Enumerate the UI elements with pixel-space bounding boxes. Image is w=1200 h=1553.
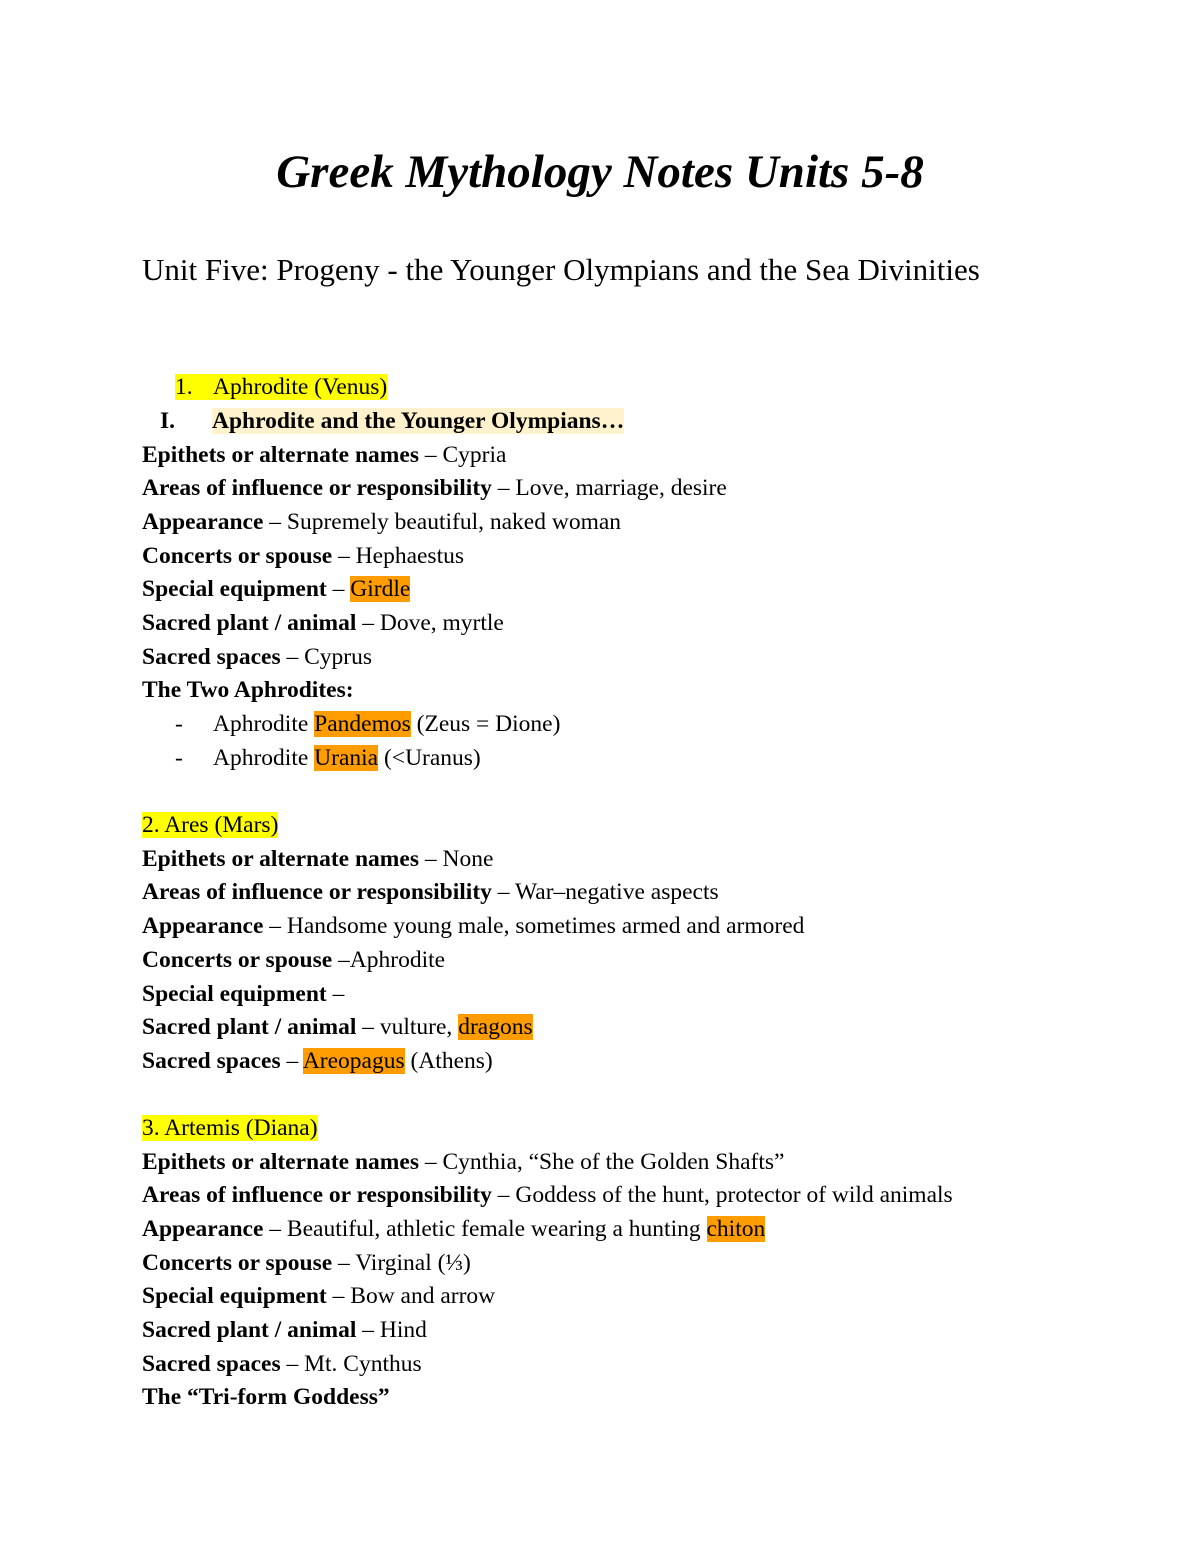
separator: –	[338, 947, 350, 973]
field-value: Cyprus	[304, 644, 373, 670]
aphrodite-areas	[142, 471, 727, 505]
aphrodite-subheading-text: Aphrodite and the Younger Olympians…	[212, 408, 625, 434]
ares-appearance	[142, 909, 804, 943]
ares-equipment	[142, 977, 344, 1011]
separator: –	[497, 475, 510, 501]
separator: –	[332, 576, 345, 602]
aphrodite-plant	[142, 606, 504, 640]
bullet-text-tail: (<Uranus)	[383, 745, 481, 771]
field-value: Cynthia, “She of the Golden Shafts”	[442, 1149, 785, 1175]
bullet-item	[175, 741, 481, 775]
document-title: Greek Mythology Notes Units 5-8	[276, 146, 924, 198]
field-label: Sacred plant / animal	[142, 1317, 357, 1343]
field-label: The “Tri-form Goddess”	[142, 1384, 390, 1410]
ares-heading	[142, 808, 278, 842]
field-label: Concerts or spouse	[142, 947, 333, 973]
artemis-consorts	[142, 1246, 471, 1280]
aphrodite-epithets	[142, 438, 506, 472]
ares-epithets	[142, 842, 493, 876]
field-label: Concerts or spouse	[142, 543, 333, 569]
separator: –	[286, 1351, 299, 1377]
field-label: Special equipment	[142, 1283, 327, 1309]
triform-goddess-label	[142, 1380, 390, 1414]
ares-heading-text: 2. Ares (Mars)	[142, 812, 279, 838]
aphrodite-subheading	[160, 404, 624, 438]
separator: –	[424, 846, 437, 872]
field-value: Virginal (⅓)	[355, 1250, 471, 1276]
artemis-areas	[142, 1178, 953, 1212]
bullet-highlight: Pandemos	[314, 711, 411, 737]
field-label: Areas of influence or responsibility	[142, 1182, 492, 1208]
artemis-appearance	[142, 1212, 765, 1246]
aphrodite-spaces	[142, 640, 372, 674]
field-value: Goddess of the hunt, protector of wild animals	[515, 1182, 953, 1208]
separator: –	[286, 644, 299, 670]
list-number: 1.	[175, 374, 193, 400]
field-value: None	[442, 846, 494, 872]
artemis-heading	[142, 1111, 318, 1145]
separator: –	[424, 1149, 437, 1175]
bullet-text-tail: (Zeus = Dione)	[416, 711, 561, 737]
field-value: War–negative aspects	[514, 879, 719, 905]
ares-plant	[142, 1010, 533, 1044]
field-label: Sacred plant / animal	[142, 1014, 357, 1040]
bullet-highlight: Urania	[314, 745, 379, 771]
field-value: Hephaestus	[355, 543, 465, 569]
roman-numeral: I.	[160, 408, 176, 434]
separator: –	[269, 509, 282, 535]
field-value: vulture,	[379, 1014, 453, 1040]
aphrodite-heading	[175, 370, 387, 404]
field-label: Sacred spaces	[142, 1048, 281, 1074]
artemis-equipment	[142, 1279, 495, 1313]
two-aphrodites-label	[142, 673, 354, 707]
artemis-heading-text: 3. Artemis (Diana)	[142, 1115, 318, 1141]
separator: –	[332, 981, 345, 1007]
separator: –	[497, 879, 510, 905]
separator: –	[286, 1048, 299, 1074]
separator: –	[269, 913, 282, 939]
separator: –	[338, 1250, 350, 1276]
field-label: Epithets or alternate names	[142, 846, 419, 872]
field-value: Supremely beautiful, naked woman	[286, 509, 622, 535]
field-value: Handsome young male, sometimes armed and armored	[286, 913, 805, 939]
field-value: Bow and arrow	[350, 1283, 496, 1309]
field-label: Concerts or spouse	[142, 1250, 333, 1276]
field-value: Mt. Cynthus	[304, 1351, 422, 1377]
bullet-text: Aphrodite	[213, 711, 309, 737]
field-label: Areas of influence or responsibility	[142, 475, 492, 501]
field-value-highlight: dragons	[458, 1014, 533, 1040]
separator: –	[362, 1014, 374, 1040]
field-value-highlight: chiton	[706, 1216, 766, 1242]
field-label: Appearance	[142, 1216, 264, 1242]
field-value: Dove, myrtle	[379, 610, 504, 636]
artemis-spaces	[142, 1347, 422, 1381]
field-label: Sacred plant / animal	[142, 610, 357, 636]
aphrodite-consorts	[142, 539, 464, 573]
field-label: Epithets or alternate names	[142, 1149, 419, 1175]
artemis-epithets	[142, 1145, 784, 1179]
field-label: Sacred spaces	[142, 1351, 281, 1377]
bullet-item	[175, 707, 560, 741]
field-label: Areas of influence or responsibility	[142, 879, 492, 905]
separator: –	[497, 1182, 510, 1208]
field-label: The Two Aphrodites:	[142, 677, 354, 703]
aphrodite-heading-text: Aphrodite (Venus)	[213, 374, 388, 400]
unit-heading: Unit Five: Progeny - the Younger Olympians and the Sea Divinities	[142, 252, 980, 287]
field-value: Beautiful, athletic female wearing a hunting	[286, 1216, 701, 1242]
aphrodite-heading-highlight	[175, 374, 387, 400]
ares-consorts	[142, 943, 445, 977]
separator: –	[424, 442, 437, 468]
separator: –	[269, 1216, 282, 1242]
field-label: Epithets or alternate names	[142, 442, 419, 468]
field-label: Appearance	[142, 509, 264, 535]
field-value-highlight: Areopagus	[302, 1048, 405, 1074]
separator: –	[332, 1283, 345, 1309]
field-value: Cypria	[442, 442, 507, 468]
bullet-dash: -	[175, 745, 183, 771]
bullet-text: Aphrodite	[213, 745, 309, 771]
artemis-plant	[142, 1313, 427, 1347]
field-value: Love, marriage, desire	[515, 475, 727, 501]
field-value-highlight: Girdle	[350, 576, 411, 602]
field-label: Sacred spaces	[142, 644, 281, 670]
field-value: (Athens)	[410, 1048, 493, 1074]
field-value: Hind	[379, 1317, 427, 1343]
ares-areas	[142, 875, 719, 909]
aphrodite-appearance	[142, 505, 621, 539]
field-label: Special equipment	[142, 576, 327, 602]
field-label: Special equipment	[142, 981, 327, 1007]
separator: –	[338, 543, 350, 569]
separator: –	[362, 1317, 374, 1343]
field-label: Appearance	[142, 913, 264, 939]
field-value: Aphrodite	[349, 947, 446, 973]
separator: –	[362, 610, 374, 636]
aphrodite-equipment	[142, 572, 410, 606]
ares-spaces	[142, 1044, 493, 1078]
bullet-dash: -	[175, 711, 183, 737]
